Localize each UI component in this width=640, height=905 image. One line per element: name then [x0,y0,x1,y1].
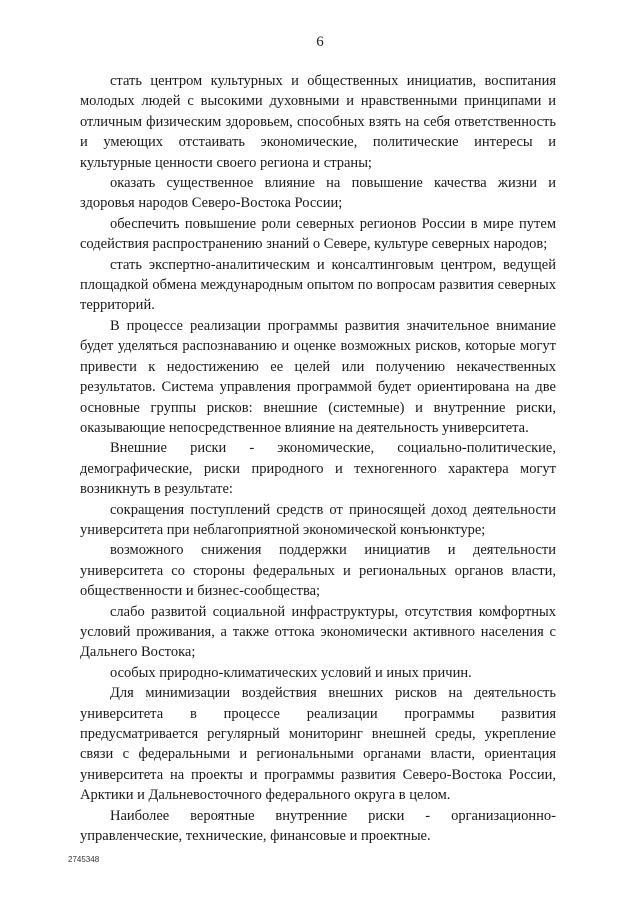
paragraph-11: Для минимизации воздействия внешних рисков на деятельность университета в процессе реализации программы развития предусматривается регулярный мониторинг внешней среды, укрепление связи с федеральными и региональными органами власти, ориентация университета на проекты и программы развития Северо-Востока России, Арктики и Дальневосточного федерального округа в целом. [80,685,556,804]
paragraph-6: Внешние риски - экономические, социально-политические, демографические, риски природного и техногенного характера могут возникнуть в результате: [80,440,556,498]
body-text [80,71,556,846]
paragraph-7: сокращения поступлений средств от приносящей доход деятельности университета при неблагоприятной экономической конъюнктуре; [80,501,556,538]
paragraph-5: В процессе реализации программы развития значительное внимание будет уделяться распознаванию и оценке возможных рисков, которые могут привести к недостижению ее целей или получению некачественных результатов. Система управления программой будет ориентирована на две основные группы рисков: внешние (системные) и внутренние риски, оказывающие непосредственное влияние на деятельность университета. [80,317,556,436]
paragraph-12: Наиболее вероятные внутренние риски - организационно-управленческие, технические, финансовые и проектные. [80,807,556,845]
paragraph-2: оказать существенное влияние на повышение качества жизни и здоровья народов Северо-Востока России; [80,175,556,212]
document-id: 2745348 [68,855,100,864]
paragraph-9: слабо развитой социальной инфраструктуры, отсутствия комфортных условий проживания, а также оттока экономически активного населения с Дальнего Востока; [80,603,556,661]
paragraph-10: особых природно-климатических условий и иных причин. [110,664,472,681]
paragraph-1: стать центром культурных и общественных инициатив, воспитания молодых людей с высокими духовными и нравственными принципами и отличным физическим здоровьем, способных взять на себя ответственность и умеющих отстаивать экономические, политические интересы и культурные ценности своего региона и страны; [80,73,556,171]
page-number: 6 [316,34,324,50]
paragraph-4: стать экспертно-аналитическим и консалтинговым центром, ведущей площадкой обмена международным опытом по вопросам развития северных территорий. [80,256,556,314]
paragraph-8: возможного снижения поддержки инициатив и деятельности университета со стороны федеральных и региональных органов власти, общественности и бизнес-сообщества; [80,542,556,600]
paragraph-3: обеспечить повышение роли северных регионов России в мире путем содействия распространению знаний о Севере, культуре северных народов; [80,215,556,253]
